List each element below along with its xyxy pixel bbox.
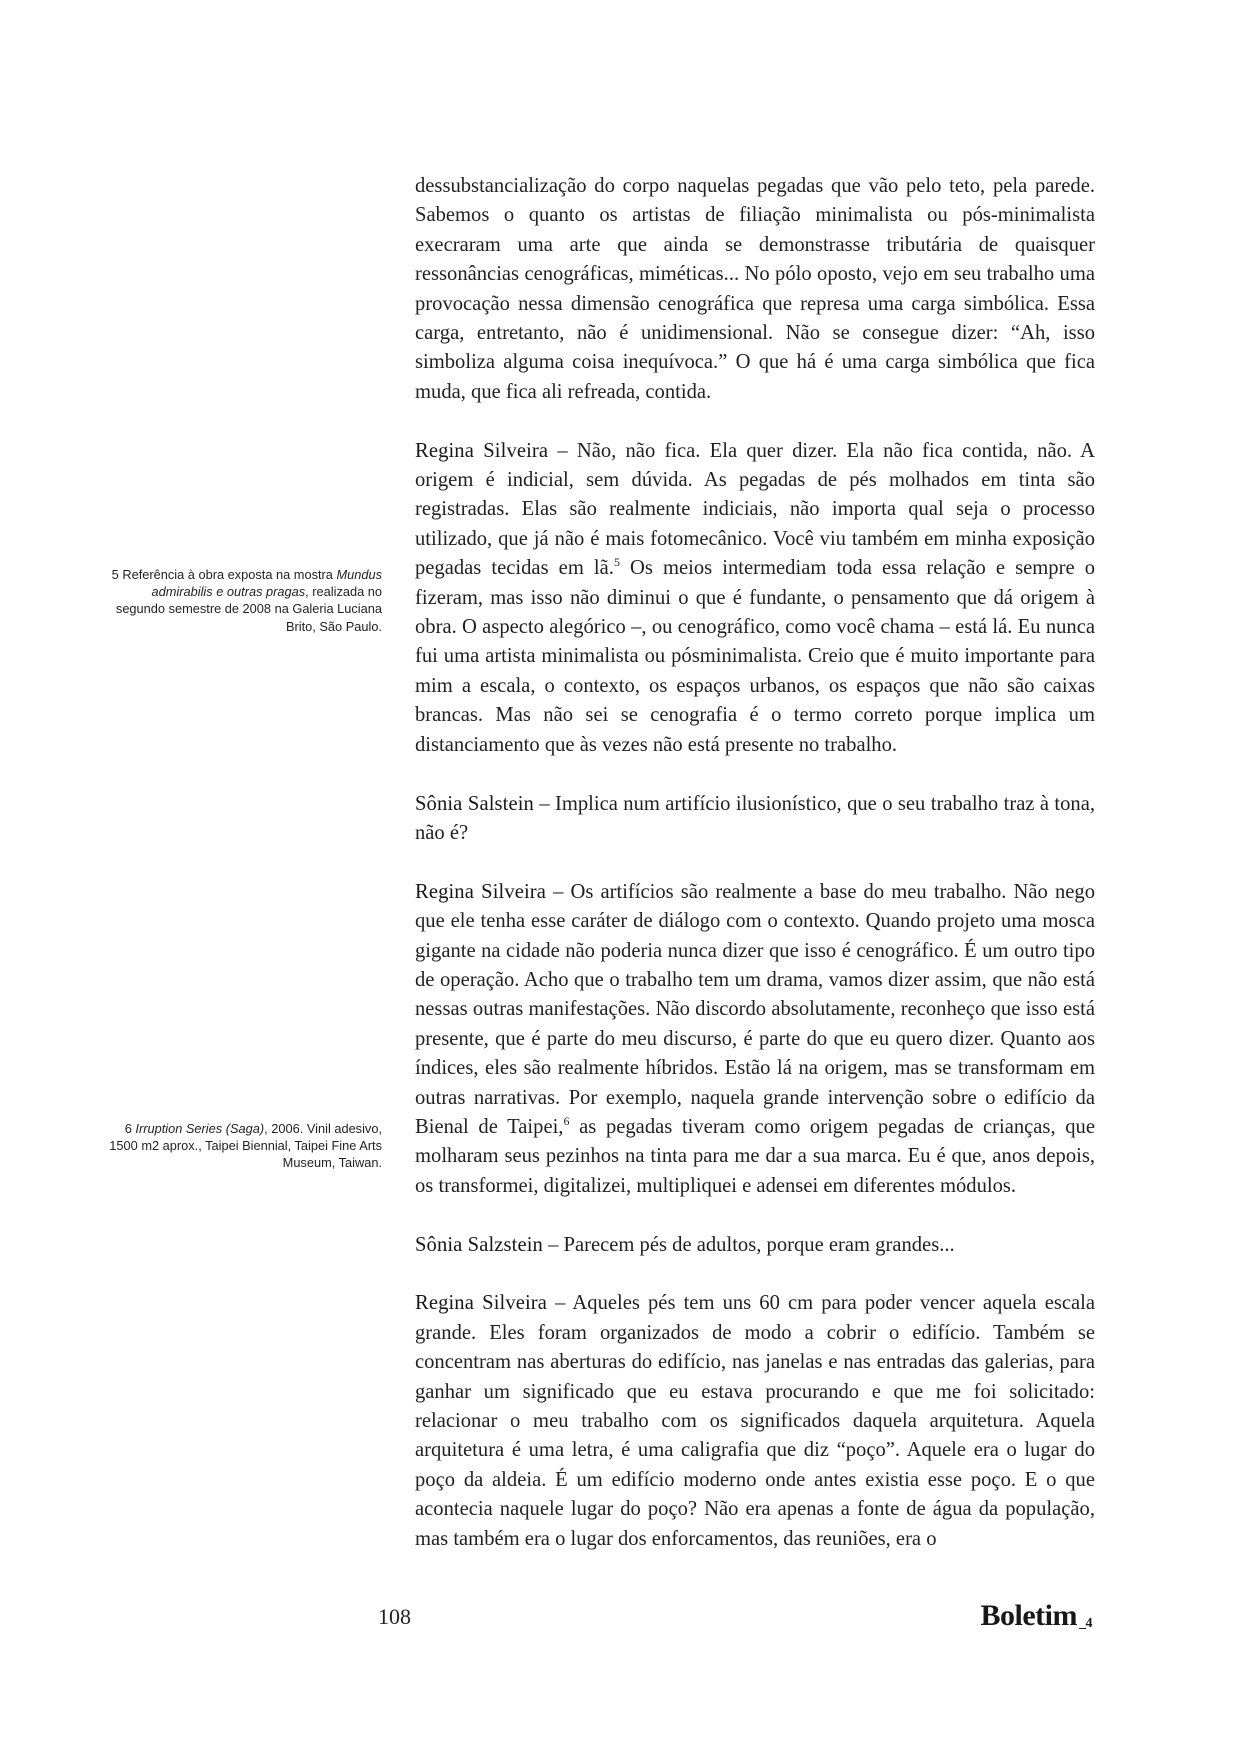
- paragraph-6: [415, 1289, 1095, 1554]
- paragraph-5: [415, 1231, 1095, 1260]
- speaker-name: Regina Silveira: [415, 880, 546, 903]
- footnote-ref-5: 5: [613, 555, 620, 570]
- speaker-name: Regina Silveira: [415, 1292, 548, 1315]
- footnote-5-title: Mundus admirabilis e outras pragas: [151, 567, 382, 600]
- paragraph-4: [415, 878, 1095, 1201]
- footnote-6-text: 6: [124, 1121, 136, 1136]
- paragraph-3: [415, 790, 1095, 849]
- paragraph-text: as pegadas tiveram como origem pegadas de crianças, que molharam seus pezinhos na tinta para me dar a sua marca. Eu é que, anos depois, os transformei, digitalizei, multipliquei e adensei em diferentes módulos.: [415, 1115, 1095, 1197]
- paragraph-1: dessubstancialização do corpo naquelas pegadas que vão pelo teto, pela parede. Sabemos o quanto os artistas de filiação minimalista ou pós-minimalista execraram uma arte que ainda se demonstrasse tributária de quaisquer ressonâncias cenográficas, miméticas... No pólo oposto, vejo em seu trabalho uma provocação nessa dimensão cenográfica que represa uma carga simbólica. Essa carga, entretanto, não é unidimensional. Não se consegue dizer: “Ah, isso simboliza alguma coisa inequívoca.” O que há é uma carga simbólica que fica muda, que fica ali refreada, contida.: [415, 175, 1095, 403]
- speaker-name: Sônia Salstein: [415, 792, 534, 815]
- body-text: [415, 172, 1095, 1583]
- footnote-ref-6: 6: [563, 1113, 570, 1128]
- page-number: 108: [378, 1604, 411, 1629]
- footnote-5-text-end: , realizada no segundo semestre de 2008 na Galeria Luciana Brito, São Paulo.: [115, 584, 382, 634]
- footnote-5: [100, 566, 382, 635]
- speaker-name: Regina Silveira: [415, 439, 549, 462]
- footnote-5-text: 5 Referência à obra exposta na mostra: [111, 567, 337, 582]
- publication-logo: [981, 1599, 1092, 1633]
- paragraph-text: – Os artifícios são realmente a base do meu trabalho. Não nego que ele tenha esse caráter de diálogo com o contexto. Quando projeto uma mosca gigante na cidade não poderia nunca dizer que isso é cenográfico. É um outro tipo de operação. Acho que o trabalho tem um drama, vamos dizer assim, que não está nessas outras manifestações. Não discordo absolutamente, reconheço que isso está presente, que é parte do meu discurso, é parte do que eu quero dizer. Quanto aos índices, eles são realmente híbridos. Estão lá na origem, mas se transformam em outras narrativas. Por exemplo, naquela grande intervenção sobre o edifício da Bienal de Taipei,: [415, 880, 1095, 1138]
- footnote-6-title: Irruption Series (Saga): [135, 1121, 265, 1136]
- footnote-6-text-end: , 2006. Vinil adesivo, 1500 m2 aprox., Taipei Biennial, Taipei Fine Arts Museum, Taiwan.: [109, 1121, 382, 1171]
- paragraph-2: [415, 437, 1095, 760]
- paragraph-text: – Aqueles pés tem uns 60 cm para poder vencer aquela escala grande. Eles foram organizados de modo a cobrir o edifício. Também se concentram nas aberturas do edifício, nas janelas e nas entradas das galerias, para ganhar um significado que eu estava procurando e que me foi solicitado: relacionar o meu trabalho com os significados daquela arquitetura. Aquela arquitetura é uma letra, é uma caligrafia que diz “poço”. Aquele era o lugar do poço da aldeia. É um edifício moderno onde antes existia esse poço. E o que acontecia naquele lugar do poço? Não era apenas a fonte de água da população, mas também era o lugar dos enforcamentos, das reuniões, era o: [415, 1292, 1095, 1550]
- issue-number: _4: [1079, 1616, 1092, 1631]
- paragraph-text: – Implica num artifício ilusionístico, que o seu trabalho traz à tona, não é?: [415, 792, 1095, 844]
- paragraph-text: – Parecem pés de adultos, porque eram grandes...: [542, 1233, 955, 1256]
- publication-title: Boletim: [980, 1599, 1077, 1632]
- footnote-6: [100, 1120, 382, 1172]
- paragraph-text: Os meios intermediam toda essa relação e sempre o fizeram, mas isso não diminui o que é fundante, o pensamento que dá origem à obra. O aspecto alegórico –, ou cenográfico, como você chama – está lá. Eu nunca fui uma artista minimalista ou pósminimalista. Creio que é muito importante para mim a escala, o contexto, os espaços urbanos, os espaços que não são caixas brancas. Mas não sei se cenografia é o termo correto porque implica um distanciamento que às vezes não está presente no trabalho.: [415, 557, 1095, 756]
- speaker-name: Sônia Salzstein: [415, 1233, 543, 1256]
- paragraph-text: – Não, não fica. Ela quer dizer. Ela não fica contida, não. A origem é indicial, sem dúvida. As pegadas de pés molhados em tinta são registradas. Elas são realmente indiciais, não importa qual seja o processo utilizado, que já não é mais fotomecânico. Você viu também em minha exposição pegadas tecidas em lã.: [415, 439, 1095, 580]
